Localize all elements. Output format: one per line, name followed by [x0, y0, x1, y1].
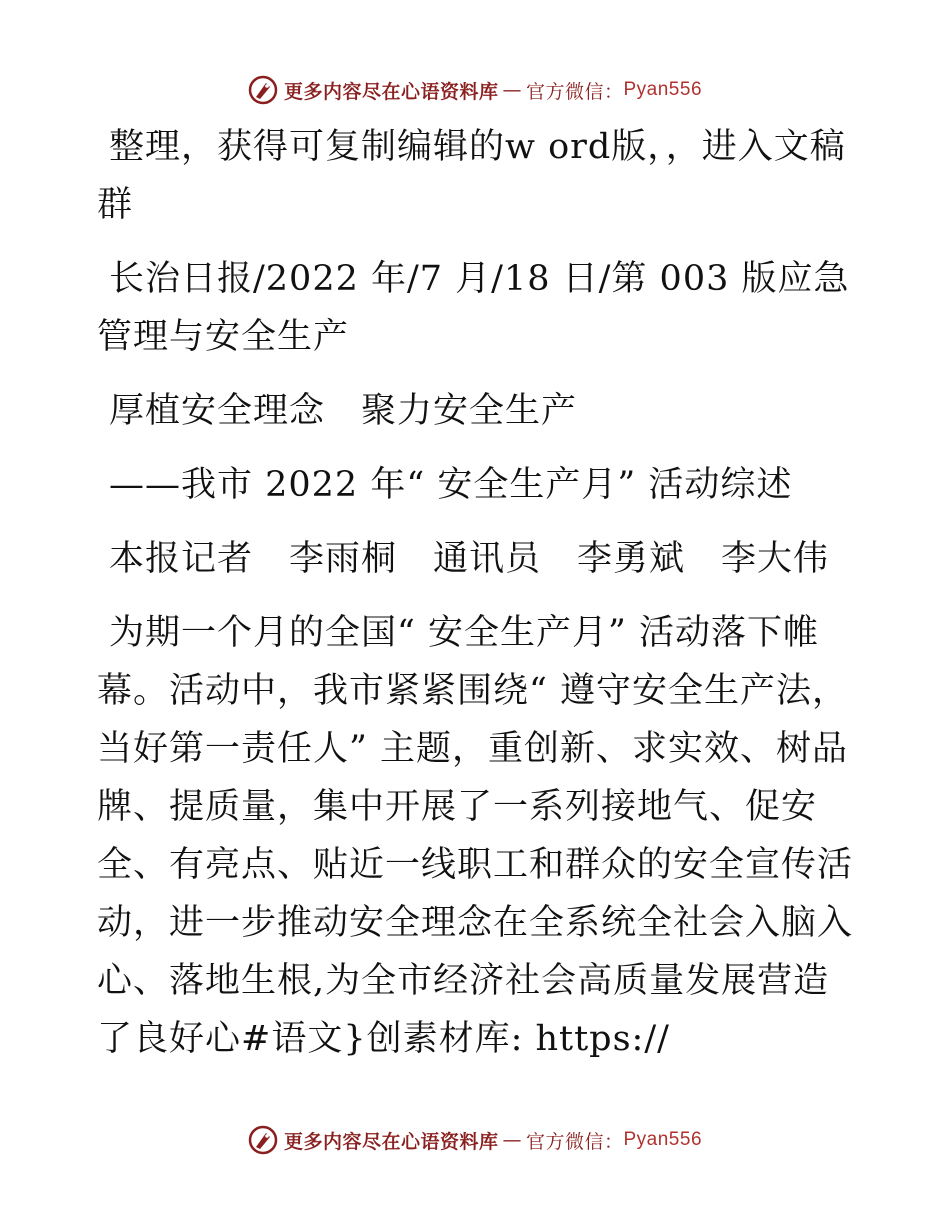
banner-wechat-id: Pyan556	[623, 1129, 703, 1150]
header-banner	[0, 70, 950, 110]
banner-wechat-id: Pyan556	[623, 79, 703, 100]
banner-title: 更多内容尽在心语资料库	[283, 1130, 499, 1153]
intro-line: 整理，获得可复制编辑的w ord版，，进入文稿群	[97, 127, 846, 225]
pen-nib-logo-icon	[248, 75, 278, 105]
banner-contact-label: 官方微信：	[525, 80, 624, 103]
article-subtitle: ——我市 2022 年“ 安全生产月” 活动综述	[109, 465, 793, 505]
body-paragraph: 为期一个月的全国“ 安全生产月” 活动落下帷幕。活动中，我市紧紧围绕“ 遵守安全生产法，当好第一责任人” 主题，重创新、求实效、树品牌、提质量，集中开展了一系列接地气、促安全、有亮点、贴近一线职工和群众的安全宣传活动，进一步推动安全理念在全系统全社会入脑入心、落地生根,为全市经济社会高质量发展营造了良好心#语文}创素材库: https://	[97, 613, 854, 1059]
banner-separator: —	[502, 79, 522, 101]
banner-separator: —	[502, 1129, 522, 1151]
source-line: 长治日报/2022 年/7 月/18 日/第 003 版应急管理与安全生产	[97, 259, 850, 357]
byline: 本报记者 李雨桐 通讯员 李勇斌 李大伟	[109, 539, 830, 579]
footer-banner	[0, 1120, 950, 1160]
document-body	[97, 118, 857, 1084]
banner-contact-label: 官方微信：	[525, 1130, 624, 1153]
banner-title: 更多内容尽在心语资料库	[283, 80, 499, 103]
pen-nib-logo-icon	[248, 1125, 278, 1155]
article-title: 厚植安全理念 聚力安全生产	[109, 391, 578, 431]
